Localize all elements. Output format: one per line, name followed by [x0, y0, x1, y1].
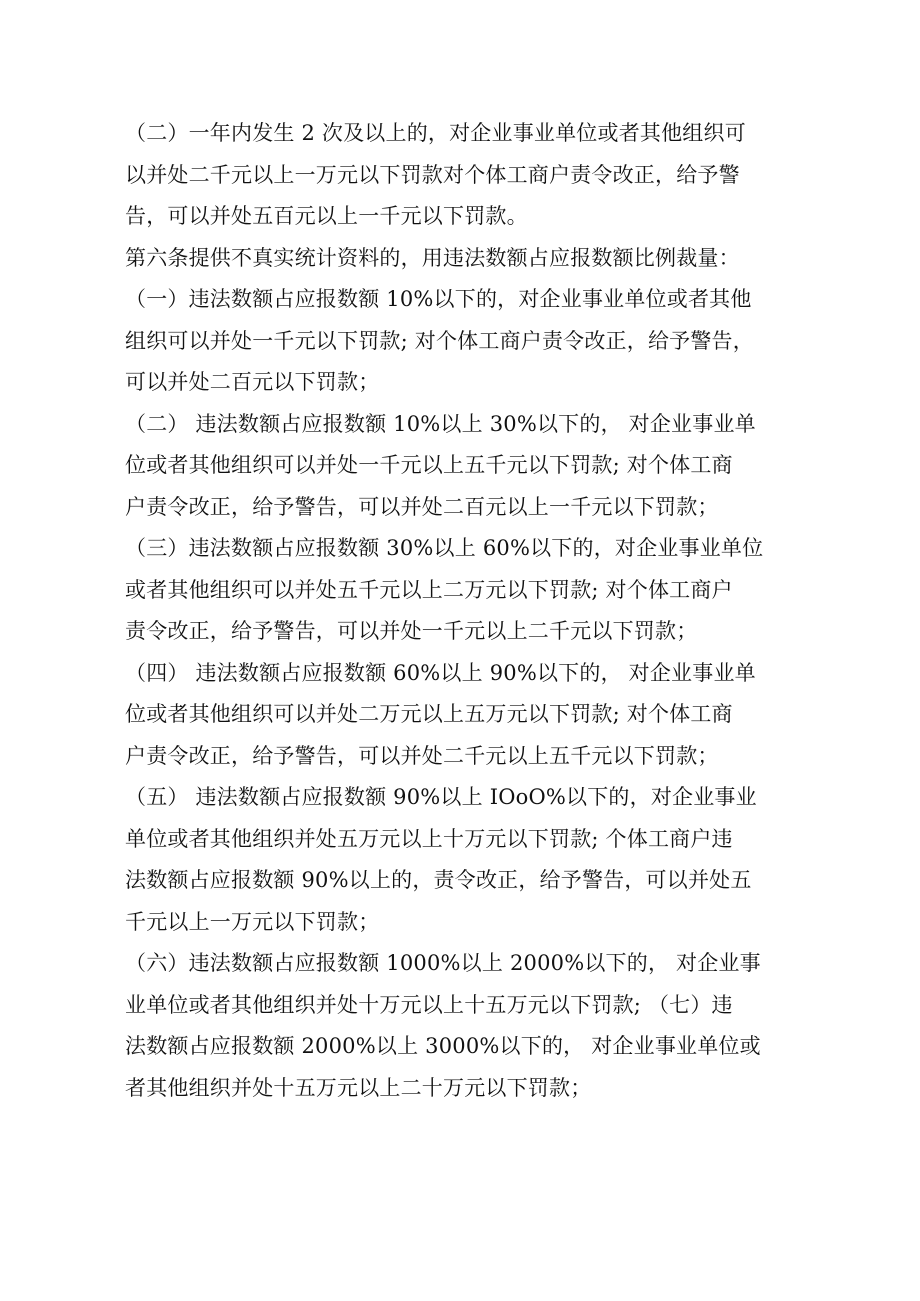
text-line: 或者其他组织可以并处五千元以上二万元以下罚款; 对个体工商户: [125, 577, 733, 602]
text-line: 法数额占应报数额 2000%以上 3000%以下的， 对企业事业单位或: [125, 1034, 761, 1058]
text-line: （二）一年内发生 2 次及以上的，对企业事业单位或者其他组织可: [125, 121, 746, 145]
paragraph-penalty-two-or-more: [125, 113, 805, 238]
text-line: 告，可以并处五百元以上一千元以下罚款。: [125, 204, 528, 228]
paragraph-item-four: [125, 653, 805, 778]
text-line: 户责令改正，给予警告，可以并处二千元以上五千元以下罚款；: [125, 743, 719, 768]
paragraph-item-six-seven: [125, 943, 805, 1109]
paragraph-item-two: [125, 404, 805, 529]
text-line: 可以并处二百元以下罚款；: [125, 370, 380, 394]
text-line: 法数额占应报数额 90%以上的，责令改正，给予警告，可以并处五: [125, 868, 752, 892]
paragraph-item-one: [125, 279, 805, 404]
text-line: （一）违法数额占应报数额 10%以下的，对企业事业单位或者其他: [125, 287, 752, 311]
text-line: 单位或者其他组织并处五万元以上十万元以下罚款; 个体工商户违: [125, 826, 733, 851]
text-line: 户责令改正，给予警告，可以并处二百元以上一千元以下罚款；: [125, 494, 719, 519]
text-line: （四） 违法数额占应报数额 60%以上 90%以下的， 对企业事业单: [125, 660, 756, 685]
text-line: 位或者其他组织可以并处二万元以上五万元以下罚款; 对个体工商: [125, 702, 733, 726]
paragraph-item-five: [125, 777, 805, 943]
text-line: 者其他组织并处十五万元以上二十万元以下罚款；: [125, 1075, 592, 1100]
text-line: 以并处二千元以上一万元以下罚款对个体工商户责令改正，给予警: [125, 162, 740, 187]
text-line: 第六条提供不真实统计资料的，用违法数额占应报数额比例裁量：: [125, 245, 740, 270]
text-line: （五） 违法数额占应报数额 90%以上 IOoO%以下的，对企业事业: [125, 785, 757, 809]
text-line: 组织可以并处一千元以下罚款; 对个体工商户责令改正，给予警告，: [125, 328, 754, 353]
paragraph-article-six: [125, 238, 805, 280]
text-line: （六）违法数额占应报数额 1000%以上 2000%以下的， 对企业事: [125, 951, 761, 975]
text-line: 业单位或者其他组织并处十万元以上十五万元以下罚款; （七）违: [125, 992, 733, 1017]
text-line: （二） 违法数额占应报数额 10%以上 30%以下的， 对企业事业单: [125, 411, 756, 436]
text-line: 千元以上一万元以下罚款；: [125, 909, 380, 934]
text-line: 责令改正，给予警告，可以并处一千元以上二千元以下罚款；: [125, 619, 698, 643]
paragraph-item-three: [125, 528, 805, 653]
document-body: [125, 113, 805, 1109]
text-line: （三）违法数额占应报数额 30%以上 60%以下的，对企业事业单位: [125, 536, 764, 560]
text-line: 位或者其他组织可以并处一千元以上五千元以下罚款; 对个体工商: [125, 453, 733, 477]
